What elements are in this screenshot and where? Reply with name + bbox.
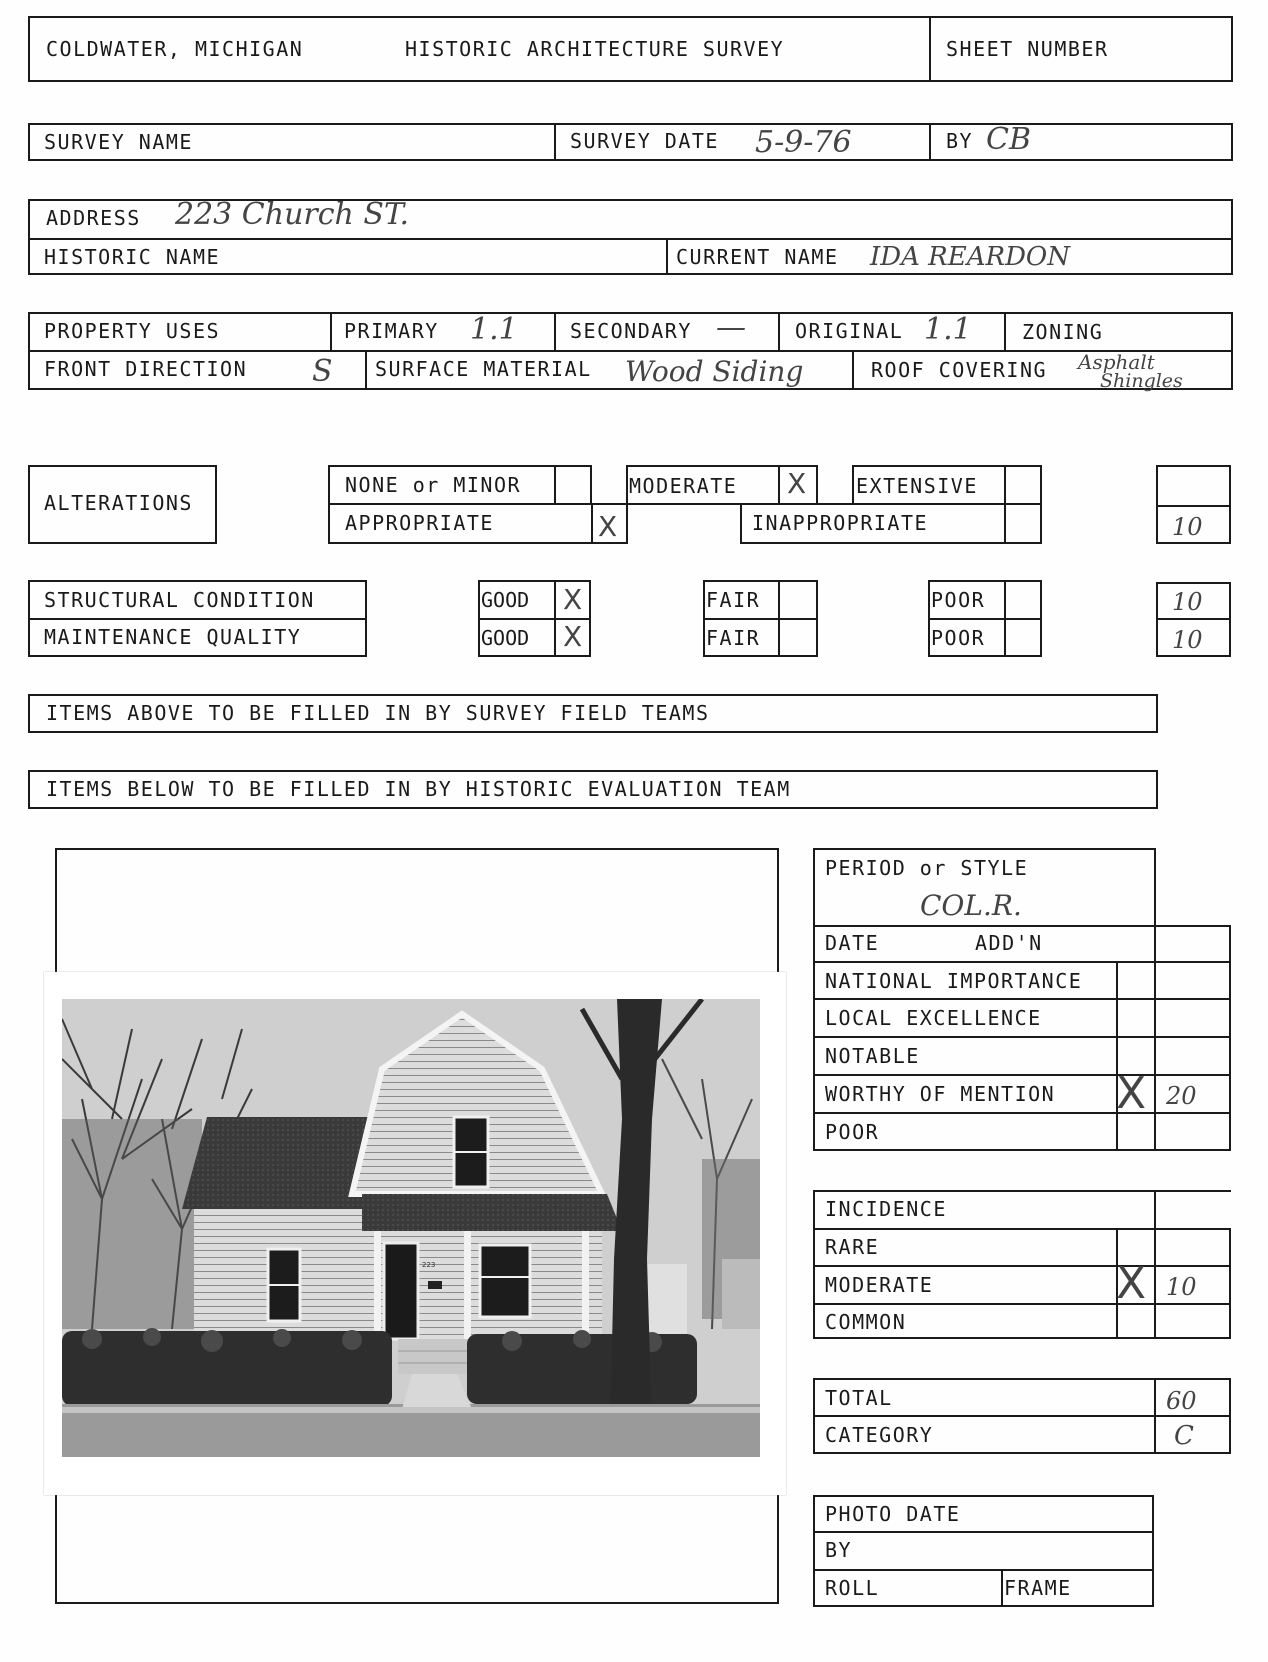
house-photograph bbox=[44, 972, 786, 1495]
note-below-left bbox=[28, 770, 30, 809]
incidence-score-divider bbox=[1154, 1228, 1156, 1339]
address-divider bbox=[666, 238, 668, 275]
eval-line-3 bbox=[813, 1036, 1231, 1038]
maintenance-quality-label: MAINTENANCE QUALITY bbox=[44, 625, 302, 649]
city-label: COLDWATER, MICHIGAN bbox=[46, 37, 304, 61]
primary-label: PRIMARY bbox=[344, 319, 439, 343]
total-value: 60 bbox=[1166, 1387, 1197, 1415]
poor-box-divider bbox=[1004, 580, 1006, 657]
original-label: ORIGINAL bbox=[795, 319, 904, 343]
address-label: ADDRESS bbox=[46, 206, 141, 230]
incidence-line-3 bbox=[813, 1303, 1231, 1305]
survey-left-line bbox=[28, 123, 30, 161]
incidence-header-right bbox=[1154, 1190, 1156, 1228]
front-direction-label: FRONT DIRECTION bbox=[44, 357, 248, 381]
survey-date-label: SURVEY DATE bbox=[570, 129, 719, 153]
national-importance-label: NATIONAL IMPORTANCE bbox=[825, 969, 1083, 993]
alterations-label: ALTERATIONS bbox=[44, 491, 193, 515]
incidence-score-right bbox=[1229, 1228, 1231, 1339]
property-divider-5 bbox=[365, 350, 367, 388]
none-checkbox-divider bbox=[554, 465, 556, 505]
appropriate-mark: X bbox=[598, 510, 618, 543]
poor-label: POOR bbox=[825, 1120, 880, 1144]
eval-rows-box bbox=[813, 925, 1231, 1151]
alterations-score: 10 bbox=[1172, 513, 1203, 541]
appropriate-checkbox-divider bbox=[591, 503, 593, 544]
current-name-value: IDA REARDON bbox=[870, 242, 1070, 272]
property-divider-1 bbox=[330, 312, 332, 350]
note-above-top bbox=[28, 694, 1158, 696]
property-uses-label: PROPERTY USES bbox=[44, 319, 221, 343]
photo-info-line-1 bbox=[813, 1531, 1154, 1533]
survey-bottom-line bbox=[28, 159, 1233, 161]
zoning-label: ZONING bbox=[1022, 320, 1104, 344]
notable-label: NOTABLE bbox=[825, 1044, 920, 1068]
structural-score: 10 bbox=[1172, 588, 1203, 616]
addn-label: ADD'N bbox=[975, 931, 1043, 955]
period-value: COL.R. bbox=[920, 889, 1022, 922]
secondary-value: — bbox=[716, 310, 746, 345]
rare-label: RARE bbox=[825, 1235, 880, 1259]
survey-divider-2 bbox=[929, 123, 931, 161]
house-number: 223 bbox=[422, 1261, 436, 1269]
maintenance-good-label: GOOD bbox=[481, 626, 530, 650]
incidence-moderate-label: MODERATE bbox=[825, 1273, 934, 1297]
form-title: HISTORIC ARCHITECTURE SURVEY bbox=[405, 37, 785, 61]
current-name-label: CURRENT NAME bbox=[676, 245, 839, 269]
survey-date-value: 5-9-76 bbox=[755, 125, 852, 160]
worthy-score: 20 bbox=[1166, 1082, 1197, 1110]
photo-info-line-2 bbox=[813, 1569, 1154, 1571]
structural-good-mark: X bbox=[563, 583, 583, 616]
date-label: DATE bbox=[825, 931, 880, 955]
eval-line-2 bbox=[813, 998, 1231, 1000]
moderate-mark: X bbox=[787, 467, 807, 500]
incidence-line-2 bbox=[813, 1265, 1231, 1267]
original-value: 1.1 bbox=[924, 312, 972, 347]
header-divider bbox=[929, 16, 931, 82]
incidence-label: INCIDENCE bbox=[825, 1197, 947, 1221]
front-direction-value: S bbox=[312, 354, 333, 389]
alterations-score-divider bbox=[1156, 505, 1231, 507]
note-above-text: ITEMS ABOVE TO BE FILLED IN BY SURVEY FIELD TEAMS bbox=[46, 701, 710, 725]
incidence-moderate-mark: X bbox=[1116, 1258, 1147, 1309]
survey-divider-1 bbox=[554, 123, 556, 161]
note-below-bottom bbox=[28, 807, 1158, 809]
inappropriate-checkbox-divider bbox=[1004, 503, 1006, 544]
survey-name-label: SURVEY NAME bbox=[44, 130, 193, 154]
appropriate-label: APPROPRIATE bbox=[345, 511, 494, 535]
primary-value: 1.1 bbox=[470, 312, 518, 347]
note-above-right bbox=[1156, 694, 1158, 733]
worthy-of-mention-label: WORTHY OF MENTION bbox=[825, 1082, 1056, 1106]
condition-score-divider bbox=[1156, 618, 1231, 620]
property-left-line bbox=[28, 312, 30, 390]
incidence-moderate-score: 10 bbox=[1166, 1273, 1197, 1301]
maintenance-fair-label: FAIR bbox=[706, 626, 761, 650]
local-excellence-label: LOCAL EXCELLENCE bbox=[825, 1006, 1042, 1030]
property-right-line bbox=[1231, 312, 1233, 390]
property-divider-2 bbox=[554, 312, 556, 350]
category-label: CATEGORY bbox=[825, 1423, 934, 1447]
totals-mid-line bbox=[813, 1415, 1231, 1417]
category-value: C bbox=[1174, 1421, 1194, 1451]
eval-line-4 bbox=[813, 1074, 1231, 1076]
structural-good-label: GOOD bbox=[481, 588, 530, 612]
property-divider-6 bbox=[852, 350, 854, 388]
none-minor-label: NONE or MINOR bbox=[345, 473, 522, 497]
note-below-text: ITEMS BELOW TO BE FILLED IN BY HISTORIC EVALUATION TEAM bbox=[46, 777, 791, 801]
survey-right-line bbox=[1231, 123, 1233, 161]
address-value: 223 Church ST. bbox=[175, 197, 410, 232]
photo-info-divider bbox=[1001, 1569, 1003, 1607]
poor-box-mid bbox=[928, 618, 1042, 620]
eval-score-divider bbox=[1154, 925, 1156, 1151]
incidence-line-1 bbox=[813, 1228, 1231, 1230]
eval-line-1 bbox=[813, 961, 1231, 963]
roll-label: ROLL bbox=[825, 1576, 880, 1600]
historic-name-label: HISTORIC NAME bbox=[44, 245, 221, 269]
property-mid-line bbox=[28, 350, 1233, 352]
survey-by-label: BY bbox=[946, 129, 974, 153]
good-box-divider bbox=[554, 580, 556, 657]
sheet-number-label: SHEET NUMBER bbox=[946, 37, 1109, 61]
maintenance-good-mark: X bbox=[563, 620, 583, 653]
property-divider-3 bbox=[778, 312, 780, 350]
moderate-checkbox-divider bbox=[778, 465, 780, 505]
eval-check-divider bbox=[1116, 961, 1118, 1151]
note-below-top bbox=[28, 770, 1158, 772]
house-photo-image bbox=[62, 999, 760, 1457]
structural-poor-label: POOR bbox=[931, 588, 986, 612]
common-label: COMMON bbox=[825, 1310, 907, 1334]
fair-box-divider bbox=[778, 580, 780, 657]
fair-box-mid bbox=[703, 618, 818, 620]
roof-covering-value-2: Shingles bbox=[1100, 370, 1183, 392]
extensive-checkbox-divider bbox=[1004, 465, 1006, 505]
frame-label: FRAME bbox=[1004, 1576, 1072, 1600]
surface-material-value: Wood Siding bbox=[625, 355, 804, 388]
photo-by-label: BY bbox=[825, 1538, 853, 1562]
moderate-label: MODERATE bbox=[629, 474, 738, 498]
extensive-label: EXTENSIVE bbox=[856, 474, 978, 498]
period-label: PERIOD or STYLE bbox=[825, 856, 1029, 880]
note-above-left bbox=[28, 694, 30, 733]
note-below-right bbox=[1156, 770, 1158, 809]
address-mid-line bbox=[28, 238, 1233, 240]
structural-fair-label: FAIR bbox=[706, 588, 761, 612]
roof-covering-label: ROOF COVERING bbox=[871, 358, 1048, 382]
property-divider-4 bbox=[1004, 312, 1006, 350]
maintenance-poor-label: POOR bbox=[931, 626, 986, 650]
worthy-mark: X bbox=[1116, 1068, 1147, 1119]
maintenance-score: 10 bbox=[1172, 626, 1203, 654]
roof-covering-value-1: Asphalt bbox=[1078, 350, 1155, 374]
property-bottom-line bbox=[28, 388, 1233, 390]
totals-divider bbox=[1154, 1378, 1156, 1454]
eval-line-5 bbox=[813, 1112, 1231, 1114]
note-above-bottom bbox=[28, 731, 1158, 733]
inappropriate-label: INAPPROPRIATE bbox=[752, 511, 929, 535]
surface-material-label: SURFACE MATERIAL bbox=[375, 357, 592, 381]
condition-label-divider bbox=[28, 618, 367, 620]
structural-condition-label: STRUCTURAL CONDITION bbox=[44, 588, 315, 612]
property-top-line bbox=[28, 312, 1233, 314]
survey-top-line bbox=[28, 123, 1233, 125]
photo-date-label: PHOTO DATE bbox=[825, 1502, 961, 1526]
secondary-label: SECONDARY bbox=[570, 319, 692, 343]
total-label: TOTAL bbox=[825, 1386, 893, 1410]
survey-by-value: CB bbox=[986, 122, 1031, 157]
